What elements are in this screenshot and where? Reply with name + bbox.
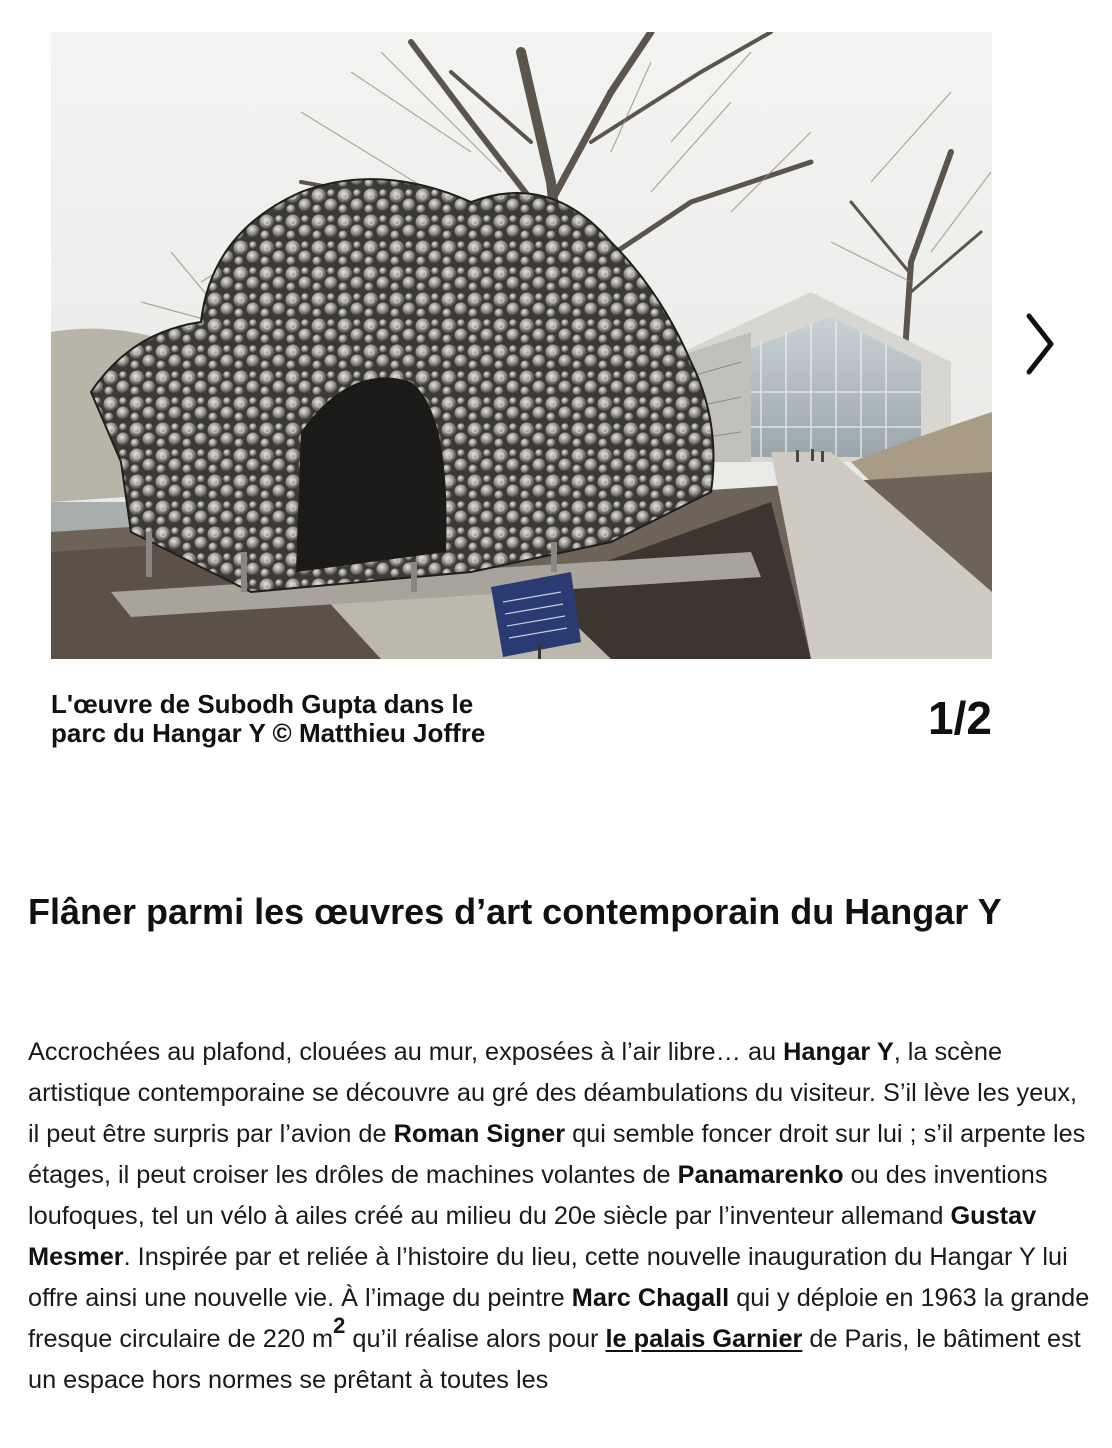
text-segment: . Inspirée par et reliée à l’histoire du lieu, cette nouvelle inauguration du Hangar Y lui offre ainsi une nouvelle vie. À l’image du peintre xyxy=(28,1243,1068,1312)
text-segment: Accrochées au plafond, clouées au mur, exposées à l’air libre… au xyxy=(28,1038,784,1066)
highlight-hangar-y: Hangar Y xyxy=(783,1038,894,1066)
superscript-two: 2 xyxy=(333,1313,346,1338)
article-paragraph xyxy=(28,1032,1090,1401)
highlight-panamarenko: Panamarenko xyxy=(677,1161,844,1189)
slide-counter: 1/2 xyxy=(928,692,992,744)
text-segment: qui semble foncer droit sur lui ; s’il arpente les étages, il peut croiser les drôles de machines volantes de xyxy=(28,1120,1086,1189)
highlight-marc-chagall: Marc Chagall xyxy=(571,1284,730,1312)
text-segment: ou des inventions loufoques, tel un vélo à ailes créé au milieu du 20e siècle par l’inventeur allemand xyxy=(28,1161,1048,1230)
text-segment: qu’il réalise alors pour xyxy=(345,1325,606,1353)
image-caption: L'œuvre de Subodh Gupta dans le parc du Hangar Y © Matthieu Joffre xyxy=(51,689,486,748)
highlight-gustav-mesmer: Gustav Mesmer xyxy=(28,1202,1037,1271)
carousel-photo[interactable] xyxy=(51,32,992,659)
chevron-right-icon xyxy=(1025,312,1055,376)
image-carousel xyxy=(51,32,992,659)
highlight-roman-signer: Roman Signer xyxy=(393,1120,566,1148)
text-segment: , la scène artistique contemporaine se découvre au gré des déambulations du visiteur. S’il lève les yeux, il peut être surpris par l’avion de xyxy=(28,1038,1078,1148)
text-segment: de Paris, le bâtiment est un espace hors normes se prêtant à toutes les xyxy=(28,1325,1081,1394)
text-segment: qui y déploie en 1963 la grande fresque circulaire de 220 m xyxy=(28,1284,1090,1353)
article-heading: Flâner parmi les œuvres d’art contemporain du Hangar Y xyxy=(28,891,1002,932)
link-palais-garnier[interactable]: le palais Garnier xyxy=(605,1325,803,1353)
carousel-next-button[interactable] xyxy=(1018,305,1062,383)
